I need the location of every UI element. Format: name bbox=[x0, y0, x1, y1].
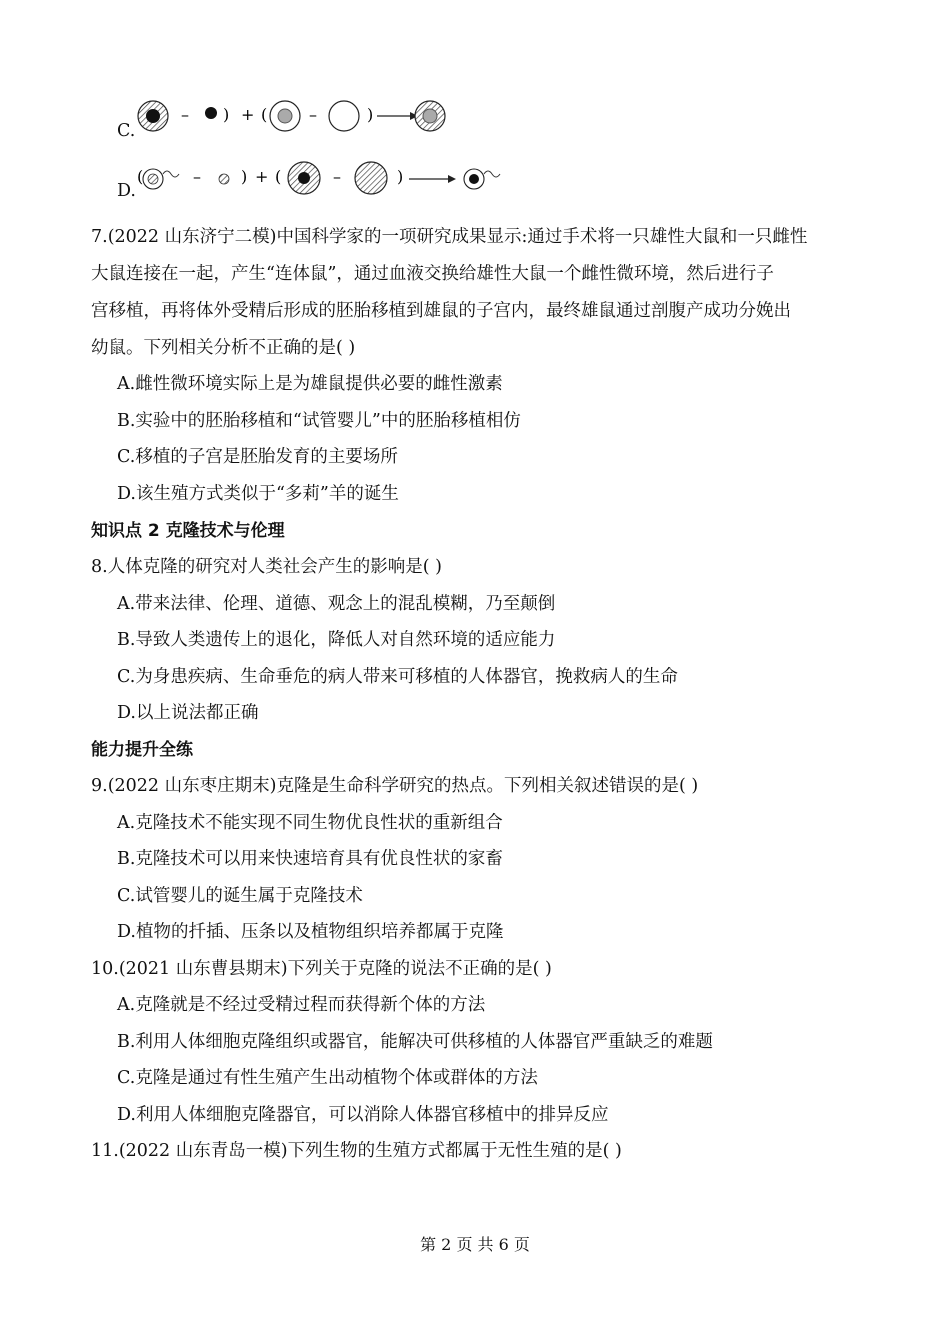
svg-text:(: ( bbox=[275, 167, 282, 186]
option-c-diagram bbox=[117, 92, 477, 142]
q10-option-c: C.克隆是通过有性生殖产生出动植物个体或群体的方法 bbox=[117, 1068, 538, 1088]
q10-option-d: D.利用人体细胞克隆器官，可以消除人体器官移植中的排异反应 bbox=[117, 1105, 609, 1125]
q7-option-b: B.实验中的胚胎移植和“试管婴儿”中的胚胎移植相仿 bbox=[117, 411, 521, 431]
section-heading-ability: 能力提升全练 bbox=[91, 740, 193, 760]
svg-text:+: + bbox=[255, 167, 269, 186]
q7-stem-line-3: 宫移植，再将体外受精后形成的胚胎移植到雄鼠的子宫内，最终雄鼠通过剖腹产成功分娩出 bbox=[91, 301, 791, 321]
option-d-label: D. bbox=[117, 181, 136, 201]
q10-stem: 10.(2021 山东曹县期末)下列关于克隆的说法不正确的是( ) bbox=[91, 959, 552, 979]
q7-option-a: A.雌性微环境实际上是为雄鼠提供必要的雌性激素 bbox=[117, 374, 503, 394]
q8-option-c: C.为身患疾病、生命垂危的病人带来可移植的人体器官，挽救病人的生命 bbox=[117, 667, 678, 687]
q10-option-b: B.利用人体细胞克隆组织或器官，能解决可供移植的人体器官严重缺乏的难题 bbox=[117, 1032, 713, 1052]
q9-option-c: C.试管婴儿的诞生属于克隆技术 bbox=[117, 886, 363, 906]
svg-text:): ) bbox=[367, 105, 374, 124]
q7-stem-line-1: 7.(2022 山东济宁二模)中国科学家的一项研究成果显示:通过手术将一只雄性大鼠和一只雌性 bbox=[91, 227, 808, 247]
q8-stem: 8.人体克隆的研究对人类社会产生的影响是( ) bbox=[91, 557, 442, 577]
q7-option-d: D.该生殖方式类似于“多莉”羊的诞生 bbox=[117, 484, 399, 504]
q9-option-d: D.植物的扦插、压条以及植物组织培养都属于克隆 bbox=[117, 922, 504, 942]
option-d-figure-icon bbox=[137, 152, 517, 202]
q11-stem: 11.(2022 山东青岛一模)下列生物的生殖方式都属于无性生殖的是( ) bbox=[91, 1141, 622, 1161]
svg-text:): ) bbox=[223, 105, 230, 124]
q7-stem-line-2: 大鼠连接在一起，产生“连体鼠”，通过血液交换给雄性大鼠一个雌性微环境，然后进行子 bbox=[91, 264, 774, 284]
q9-option-a: A.克隆技术不能实现不同生物优良性状的重新组合 bbox=[117, 813, 503, 833]
q8-option-a: A.带来法律、伦理、道德、观念上的混乱模糊，乃至颠倒 bbox=[117, 594, 556, 614]
option-c-figure-icon bbox=[137, 92, 477, 142]
q9-option-b: B.克隆技术可以用来快速培育具有优良性状的家畜 bbox=[117, 849, 503, 869]
page-footer: 第 2 页 共 6 页 bbox=[420, 1235, 530, 1254]
q9-stem: 9.(2022 山东枣庄期末)克隆是生命科学研究的热点。下列相关叙述错误的是( ) bbox=[91, 776, 699, 796]
q10-option-a: A.克隆就是不经过受精过程而获得新个体的方法 bbox=[117, 995, 486, 1015]
svg-text:+: + bbox=[241, 105, 255, 124]
svg-text:): ) bbox=[241, 167, 248, 186]
svg-text:(: ( bbox=[137, 167, 144, 186]
section-heading-knowledge-2: 知识点 2 克隆技术与伦理 bbox=[91, 521, 285, 541]
q7-option-c: C.移植的子宫是胚胎发育的主要场所 bbox=[117, 447, 398, 467]
svg-text:–: – bbox=[181, 105, 189, 124]
svg-text:(: ( bbox=[261, 105, 268, 124]
q8-option-d: D.以上说法都正确 bbox=[117, 703, 259, 723]
svg-text:): ) bbox=[397, 167, 404, 186]
option-d-diagram bbox=[117, 152, 517, 202]
q7-stem-line-4: 幼鼠。下列相关分析不正确的是( ) bbox=[91, 338, 356, 358]
svg-text:–: – bbox=[193, 167, 201, 186]
option-c-label: C. bbox=[117, 121, 136, 141]
svg-text:–: – bbox=[333, 167, 341, 186]
q8-option-b: B.导致人类遗传上的退化，降低人对自然环境的适应能力 bbox=[117, 630, 556, 650]
svg-text:–: – bbox=[309, 105, 317, 124]
